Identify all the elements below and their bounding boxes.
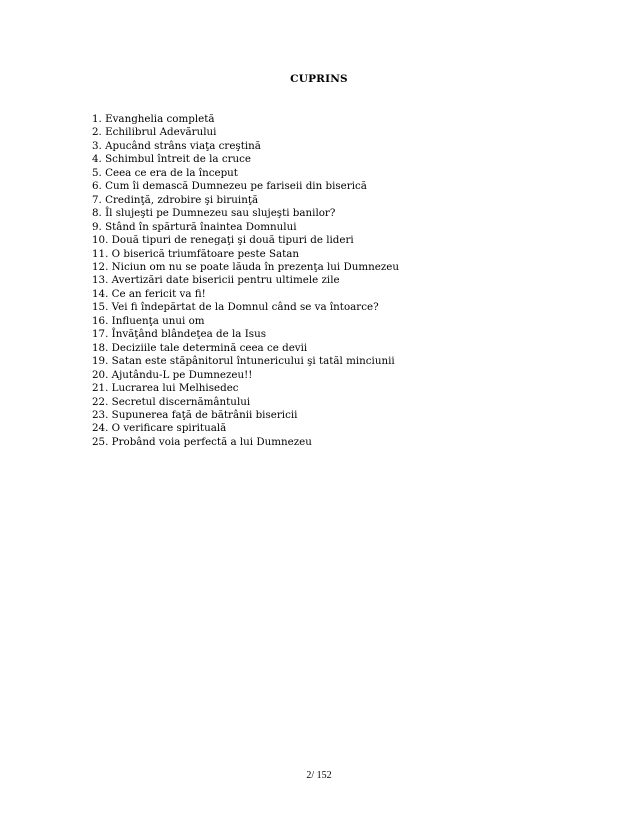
toc-item: 22. Secretul discernământului xyxy=(92,395,251,408)
toc-item: 4. Schimbul întreit de la cruce xyxy=(92,153,252,166)
toc-item: 3. Apucând strâns viaţa creştină xyxy=(92,139,261,152)
toc-item: 21. Lucrarea lui Melhisedec xyxy=(92,382,239,395)
toc-item: 9. Stând în spărtură înaintea Domnului xyxy=(92,220,297,233)
toc-item: 11. O biserică triumfătoare peste Satan xyxy=(92,247,300,260)
toc-item: 19. Satan este stăpânitorul întunericului şi tatăl minciunii xyxy=(92,355,395,368)
toc-item: 1. Evanghelia completă xyxy=(92,113,215,125)
table-of-contents xyxy=(92,113,399,449)
toc-item: 15. Vei fi îndepărtat de la Domnul când se va întoarce? xyxy=(92,301,379,314)
toc-item: 13. Avertizări date bisericii pentru ultimele zile xyxy=(92,274,340,287)
toc-item: 10. Două tipuri de renegaţi şi două tipuri de lideri xyxy=(92,234,354,247)
toc-item: 12. Niciun om nu se poate lăuda în prezenţa lui Dumnezeu xyxy=(92,260,399,273)
toc-item: 23. Supunerea faţă de bătrânii bisericii xyxy=(92,408,298,421)
toc-item: 7. Credinţă, zdrobire şi biruinţă xyxy=(92,193,259,206)
toc-item: 2. Echilibrul Adevărului xyxy=(92,126,217,139)
toc-item: 5. Ceea ce era de la început xyxy=(92,166,238,179)
toc-item: 20. Ajutându-L pe Dumnezeu!! xyxy=(92,368,253,381)
toc-item: 16. Influenţa unui om xyxy=(92,314,205,327)
toc-item: 24. O verificare spirituală xyxy=(92,422,227,435)
toc-item: 18. Deciziile tale determină ceea ce devii xyxy=(92,341,308,354)
toc-item: 6. Cum îi demască Dumnezeu pe fariseii din biserică xyxy=(92,180,367,193)
toc-item: 8. Îl slujeşti pe Dumnezeu sau slujeşti banilor? xyxy=(92,207,336,220)
page-title: CUPRINS xyxy=(290,73,348,85)
page-number: 2/ 152 xyxy=(306,770,332,781)
toc-item: 14. Ce an fericit va fi! xyxy=(92,287,206,300)
toc-item: 17. Învăţând blândeţea de la Isus xyxy=(92,328,266,341)
toc-item: 25. Probând voia perfectă a lui Dumnezeu xyxy=(92,435,312,448)
